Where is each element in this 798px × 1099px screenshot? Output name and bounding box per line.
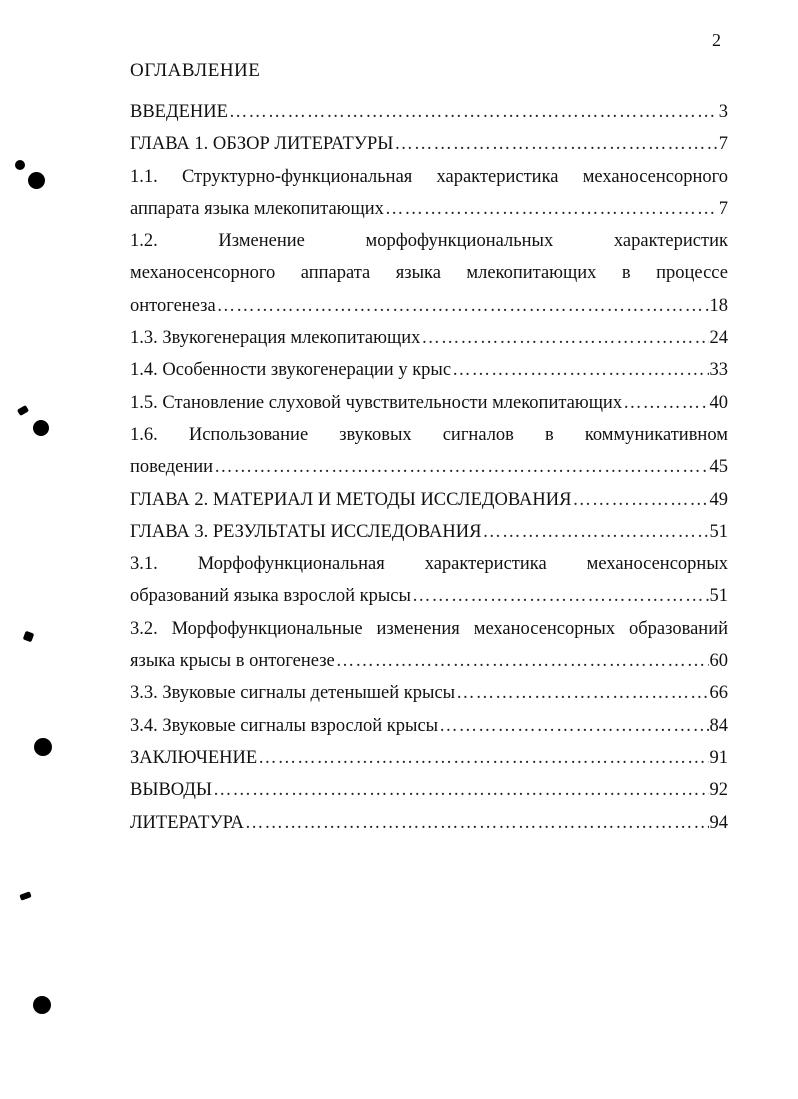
leader-dots xyxy=(258,742,708,774)
leader-dots xyxy=(572,484,708,516)
toc-entry-title: 1.4. Особенности звукогенерации у крыс xyxy=(130,360,452,381)
toc-entry-title: ЗАКЛЮЧЕНИЕ xyxy=(130,747,258,768)
title-word: 3.1. xyxy=(130,554,158,575)
toc-entry-literature[interactable] xyxy=(130,807,728,839)
toc-entry-page: 3 xyxy=(718,102,728,122)
title-word: в xyxy=(545,424,554,445)
leader-dots xyxy=(214,451,708,483)
toc-entry-title: ГЛАВА 1. ОБЗОР ЛИТЕРАТУРЫ xyxy=(130,134,394,155)
toc-entry-chapter-3[interactable] xyxy=(130,516,728,548)
title-word: языка xyxy=(395,263,441,284)
toc-entry-page: 33 xyxy=(709,360,728,381)
binder-hole-mark xyxy=(33,996,51,1014)
title-word: характеристика xyxy=(424,554,547,575)
title-word: Морфофункциональная xyxy=(197,554,385,575)
toc-entry-page: 66 xyxy=(709,683,728,704)
leader-dots xyxy=(456,677,708,709)
toc-entry-page: 45 xyxy=(709,457,728,478)
toc-entry-section-3-1[interactable] xyxy=(130,548,728,613)
toc-entry-introduction[interactable] xyxy=(130,96,728,128)
scan-speck xyxy=(23,631,35,643)
binder-hole-speck xyxy=(15,160,25,170)
toc-entry-last-line xyxy=(130,451,728,483)
toc-entry-title-line xyxy=(130,225,728,257)
toc-entry-last-line xyxy=(130,193,728,225)
toc-entry-title-line xyxy=(130,419,728,451)
toc-entry-title: ГЛАВА 3. РЕЗУЛЬТАТЫ ИССЛЕДОВАНИЯ xyxy=(130,521,482,542)
leader-dots xyxy=(229,96,718,128)
leader-dots xyxy=(412,580,709,612)
toc-entry-section-1-5[interactable] xyxy=(130,387,728,419)
toc-entry-page: 40 xyxy=(709,392,728,413)
toc-entry-chapter-2[interactable] xyxy=(130,484,728,516)
toc-entry-page: 91 xyxy=(709,747,728,768)
toc-entry-chapter-1[interactable] xyxy=(130,128,728,160)
toc-entry-section-1-1[interactable] xyxy=(130,161,728,226)
toc-entry-title: языка крысы в онтогенезе xyxy=(130,651,335,672)
title-word: 1.2. xyxy=(130,231,158,252)
title-word: морфофункциональных xyxy=(365,231,554,252)
toc-entry-page: 51 xyxy=(709,521,728,542)
toc-entry-title: 3.3. Звуковые сигналы детенышей крысы xyxy=(130,683,456,704)
toc-heading: ОГЛАВЛЕНИЕ xyxy=(130,60,261,81)
leader-dots xyxy=(623,387,708,419)
binder-hole-mark xyxy=(34,738,52,756)
scan-speck xyxy=(17,405,29,416)
toc-entry-section-3-3[interactable] xyxy=(130,677,728,709)
toc-entry-title: поведении xyxy=(130,457,214,478)
leader-dots xyxy=(482,516,708,548)
toc-entry-conclusion[interactable] xyxy=(130,742,728,774)
toc-entry-section-1-2[interactable] xyxy=(130,225,728,322)
toc-entry-title: 3.4. Звуковые сигналы взрослой крысы xyxy=(130,715,439,736)
leader-dots xyxy=(421,322,708,354)
toc-entry-page: 7 xyxy=(718,198,728,219)
title-word: звуковых xyxy=(339,424,412,445)
toc-entry-title: ВВЕДЕНИЕ xyxy=(130,102,228,122)
leader-dots xyxy=(452,354,708,386)
title-word: аппарата xyxy=(300,263,371,284)
page-number: 2 xyxy=(712,30,721,50)
title-word: коммуникативном xyxy=(584,424,728,445)
toc-entry-last-line xyxy=(130,580,728,612)
title-word: характеристик xyxy=(613,231,728,252)
title-word: 3.2. xyxy=(130,618,158,639)
title-word: Морфофункциональные xyxy=(171,618,363,639)
binder-hole-mark xyxy=(33,420,49,436)
leader-dots xyxy=(394,128,717,160)
toc-entry-title: образований языка взрослой крысы xyxy=(130,586,411,607)
toc-entry-title: онтогенеза xyxy=(130,295,216,316)
toc-entry-title-line xyxy=(130,613,728,645)
title-word: процессе xyxy=(656,263,728,284)
scan-speck xyxy=(19,891,31,900)
toc-entry-section-1-4[interactable] xyxy=(130,354,728,386)
toc-entry-last-line xyxy=(130,290,728,322)
toc-entry-page: 60 xyxy=(709,651,728,672)
binder-hole-mark xyxy=(28,172,45,189)
title-word: Использование xyxy=(188,424,309,445)
toc-entry-findings[interactable] xyxy=(130,774,728,806)
title-word: механосенсорного xyxy=(582,166,728,187)
toc-entry-page: 24 xyxy=(709,328,728,349)
title-word: механосенсорных xyxy=(586,554,728,575)
leader-dots xyxy=(385,193,718,225)
toc-entry-page: 51 xyxy=(709,586,728,607)
toc-entry-title: аппарата языка млекопитающих xyxy=(130,198,384,219)
toc-entry-page: 94 xyxy=(709,812,728,833)
title-word: в xyxy=(621,263,631,284)
toc-entry-page: 18 xyxy=(709,295,728,316)
toc-entry-title: 1.3. Звукогенерация млекопитающих xyxy=(130,328,421,349)
toc-entry-page: 7 xyxy=(718,134,728,155)
table-of-contents xyxy=(130,96,728,839)
toc-entry-section-3-4[interactable] xyxy=(130,710,728,742)
title-word: образований xyxy=(629,618,728,639)
toc-entry-last-line xyxy=(130,645,728,677)
title-word: механосенсорного xyxy=(130,263,276,284)
leader-dots xyxy=(336,645,709,677)
toc-entry-title-line xyxy=(130,161,728,193)
title-word: 1.6. xyxy=(130,424,158,445)
leader-dots xyxy=(213,774,708,806)
leader-dots xyxy=(245,807,709,839)
toc-entry-section-1-3[interactable] xyxy=(130,322,728,354)
leader-dots xyxy=(217,290,709,322)
title-word: Структурно-функциональная xyxy=(181,166,413,187)
title-word: характеристика xyxy=(436,166,559,187)
title-word: сигналов xyxy=(442,424,514,445)
title-word: 1.1. xyxy=(130,166,158,187)
toc-entry-title: ГЛАВА 2. МАТЕРИАЛ И МЕТОДЫ ИССЛЕДОВАНИЯ xyxy=(130,489,572,510)
toc-entry-page: 92 xyxy=(709,780,728,801)
toc-entry-section-1-6[interactable] xyxy=(130,419,728,484)
title-word: изменения xyxy=(376,618,460,639)
leader-dots xyxy=(439,710,708,742)
toc-entry-title: ЛИТЕРАТУРА xyxy=(130,812,244,833)
toc-entry-title: ВЫВОДЫ xyxy=(130,780,213,801)
toc-entry-page: 49 xyxy=(709,489,728,510)
toc-entry-title: 1.5. Становление слуховой чувствительности млекопитающих xyxy=(130,392,623,413)
title-word: млекопитающих xyxy=(466,263,597,284)
toc-entry-section-3-2[interactable] xyxy=(130,613,728,678)
toc-entry-title-line xyxy=(130,548,728,580)
toc-entry-title-line xyxy=(130,257,728,289)
title-word: механосенсорных xyxy=(473,618,616,639)
title-word: Изменение xyxy=(218,231,305,252)
toc-entry-page: 84 xyxy=(709,715,728,736)
